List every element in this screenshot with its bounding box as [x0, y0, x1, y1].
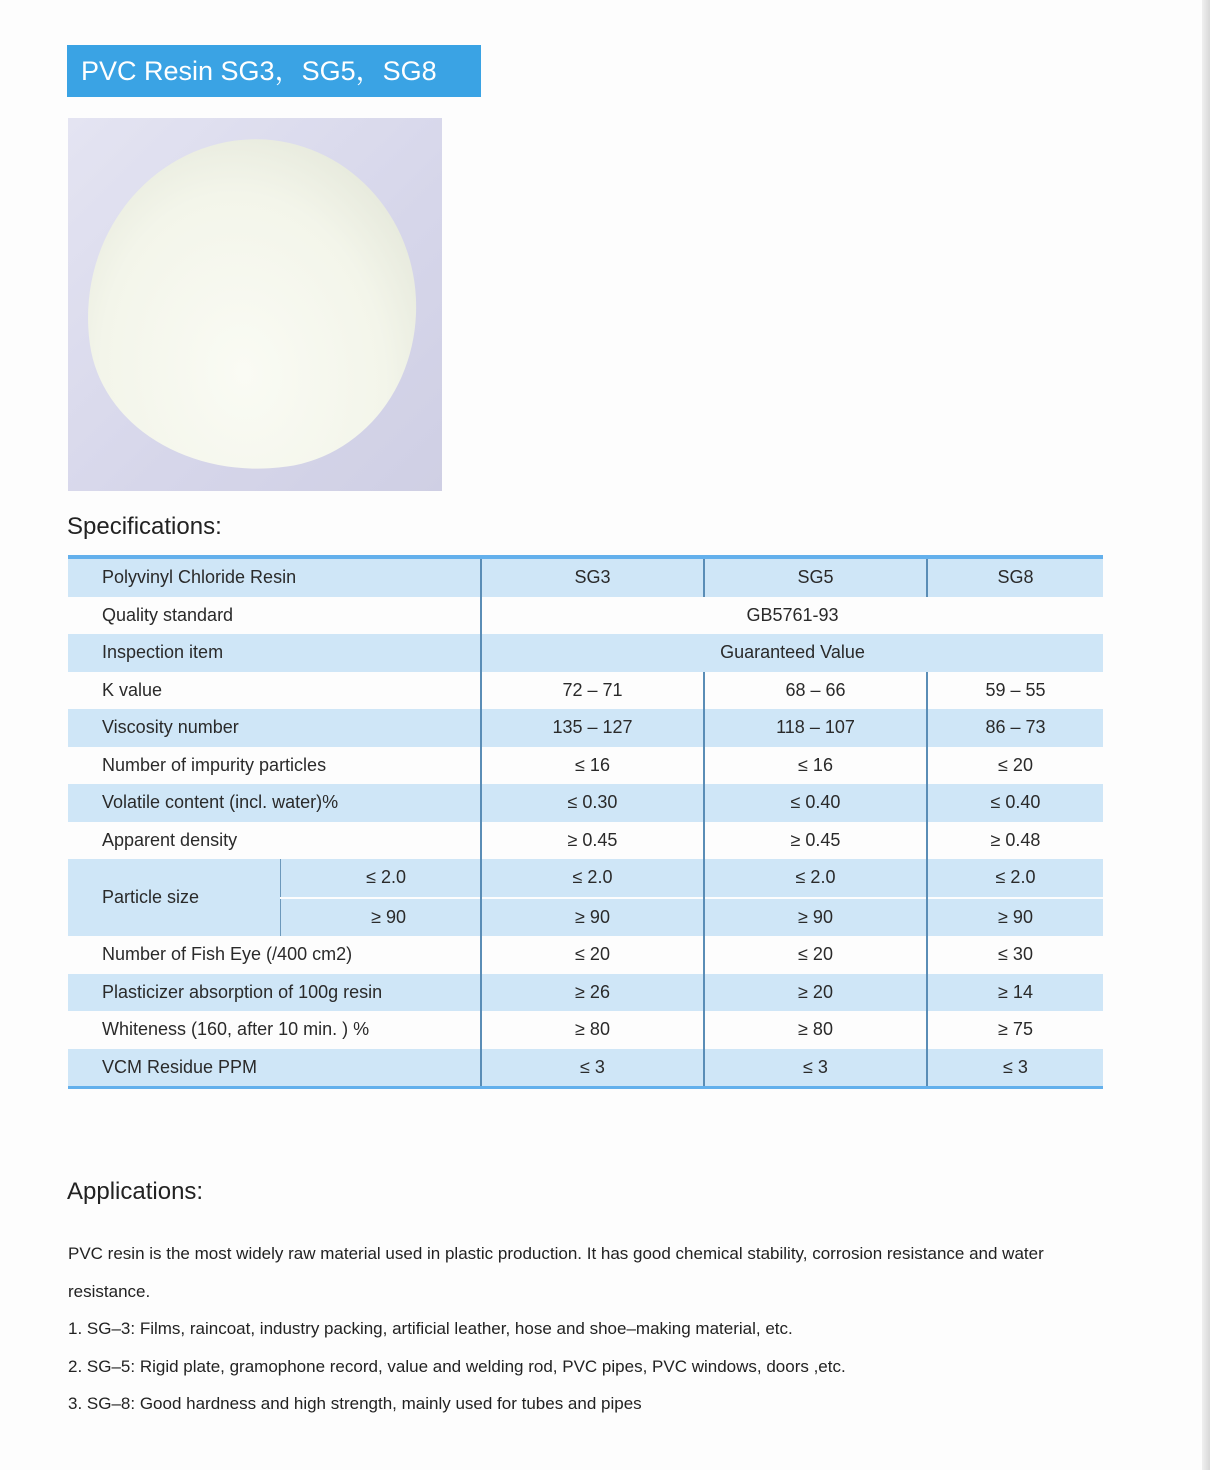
cell-sg8: ≤ 0.40 — [927, 784, 1103, 822]
cell-sg3: ≥ 80 — [481, 1011, 704, 1049]
cell-sg5: ≤ 20 — [704, 936, 927, 974]
cell-sg5: ≥ 20 — [704, 974, 927, 1012]
table-row — [68, 672, 1103, 710]
header-sg8: SG8 — [927, 557, 1103, 597]
cell-sg8: 86 – 73 — [927, 709, 1103, 747]
cell-sg3: ≥ 90 — [481, 898, 704, 937]
cell-sg8: ≤ 3 — [927, 1049, 1103, 1088]
guaranteed-value-label: Guaranteed Value — [481, 634, 1103, 672]
cell-sg5: ≤ 2.0 — [704, 859, 927, 898]
cell-sg5: ≥ 80 — [704, 1011, 927, 1049]
cell-sg5: 118 – 107 — [704, 709, 927, 747]
row-label: Volatile content (incl. water)% — [68, 784, 481, 822]
application-item: 3. SG–8: Good hardness and high strength, mainly used for tubes and pipes — [68, 1394, 642, 1413]
cell-sg8: ≤ 2.0 — [927, 859, 1103, 898]
table-row — [68, 974, 1103, 1012]
table-header-row — [68, 557, 1103, 597]
cell-sg3: 135 – 127 — [481, 709, 704, 747]
cell-sg8: ≤ 30 — [927, 936, 1103, 974]
cell-sg3: ≤ 0.30 — [481, 784, 704, 822]
table-row — [68, 1011, 1103, 1049]
applications-intro: PVC resin is the most widely raw material used in plastic production. It has good chemical stability, corrosion resistance and water resistance. — [68, 1244, 1044, 1301]
cell-sg3: 72 – 71 — [481, 672, 704, 710]
table-row — [68, 597, 1103, 635]
table-row — [68, 784, 1103, 822]
particle-size-sub: ≥ 90 — [280, 898, 481, 937]
application-item: 2. SG–5: Rigid plate, gramophone record, value and welding rod, PVC pipes, PVC windows, doors ,etc. — [68, 1356, 846, 1376]
table-row — [68, 822, 1103, 860]
cell-sg5: ≥ 0.45 — [704, 822, 927, 860]
header-sg5: SG5 — [704, 557, 927, 597]
cell-sg8: ≥ 90 — [927, 898, 1103, 937]
row-label: Plasticizer absorption of 100g resin — [68, 974, 481, 1012]
cell-sg5: ≤ 16 — [704, 747, 927, 785]
cell-sg8: 59 – 55 — [927, 672, 1103, 710]
cell-sg5: ≤ 3 — [704, 1049, 927, 1088]
particle-size-sub: ≤ 2.0 — [280, 859, 481, 898]
particle-size-label: Particle size — [68, 859, 280, 936]
table-row — [68, 634, 1103, 672]
cell-sg5: ≥ 90 — [704, 898, 927, 937]
cell-sg3: ≤ 20 — [481, 936, 704, 974]
cell-sg5: 68 – 66 — [704, 672, 927, 710]
table-row — [68, 1049, 1103, 1088]
page-edge — [1202, 0, 1210, 1470]
application-item: 1. SG–3: Films, raincoat, industry packing, artificial leather, hose and shoe–making material, etc. — [68, 1319, 793, 1338]
cell-sg5: ≤ 0.40 — [704, 784, 927, 822]
table-row — [68, 747, 1103, 785]
row-label: Viscosity number — [68, 709, 481, 747]
applications-heading: Applications: — [67, 1178, 204, 1205]
cell-sg8: ≥ 0.48 — [927, 822, 1103, 860]
resin-powder-pile — [68, 119, 437, 491]
cell-sg3: ≥ 0.45 — [481, 822, 704, 860]
quality-standard-value: GB5761-93 — [481, 597, 1103, 635]
row-label: Number of Fish Eye (/400 cm2) — [102, 944, 353, 965]
page-title: PVC Resin SG3，SG5，SG8 — [67, 45, 481, 97]
row-label: VCM Residue PPM — [68, 1049, 481, 1088]
cell-sg3: ≤ 2.0 — [481, 859, 704, 898]
cell-sg8: ≥ 75 — [927, 1011, 1103, 1049]
applications-body — [68, 1235, 1128, 1423]
cell-sg8: ≥ 14 — [927, 974, 1103, 1012]
specifications-table — [68, 555, 1103, 1089]
header-sg3: SG3 — [481, 557, 704, 597]
header-label: Polyvinyl Chloride Resin — [68, 557, 481, 597]
row-label: K value — [102, 679, 163, 700]
table-row — [68, 859, 1103, 898]
row-label: Whiteness (160, after 10 min. ) % — [102, 1019, 370, 1040]
cell-sg3: ≤ 3 — [481, 1049, 704, 1088]
row-label: Inspection item — [68, 634, 481, 672]
product-photo — [68, 118, 442, 491]
table-row — [68, 709, 1103, 747]
specifications-heading: Specifications: — [67, 513, 222, 540]
row-label: Quality standard — [102, 604, 234, 625]
row-label: Number of impurity particles — [102, 754, 327, 775]
table-row — [68, 936, 1103, 974]
cell-sg3: ≥ 26 — [481, 974, 704, 1012]
cell-sg8: ≤ 20 — [927, 747, 1103, 785]
row-label: Apparent density — [102, 829, 238, 850]
cell-sg3: ≤ 16 — [481, 747, 704, 785]
